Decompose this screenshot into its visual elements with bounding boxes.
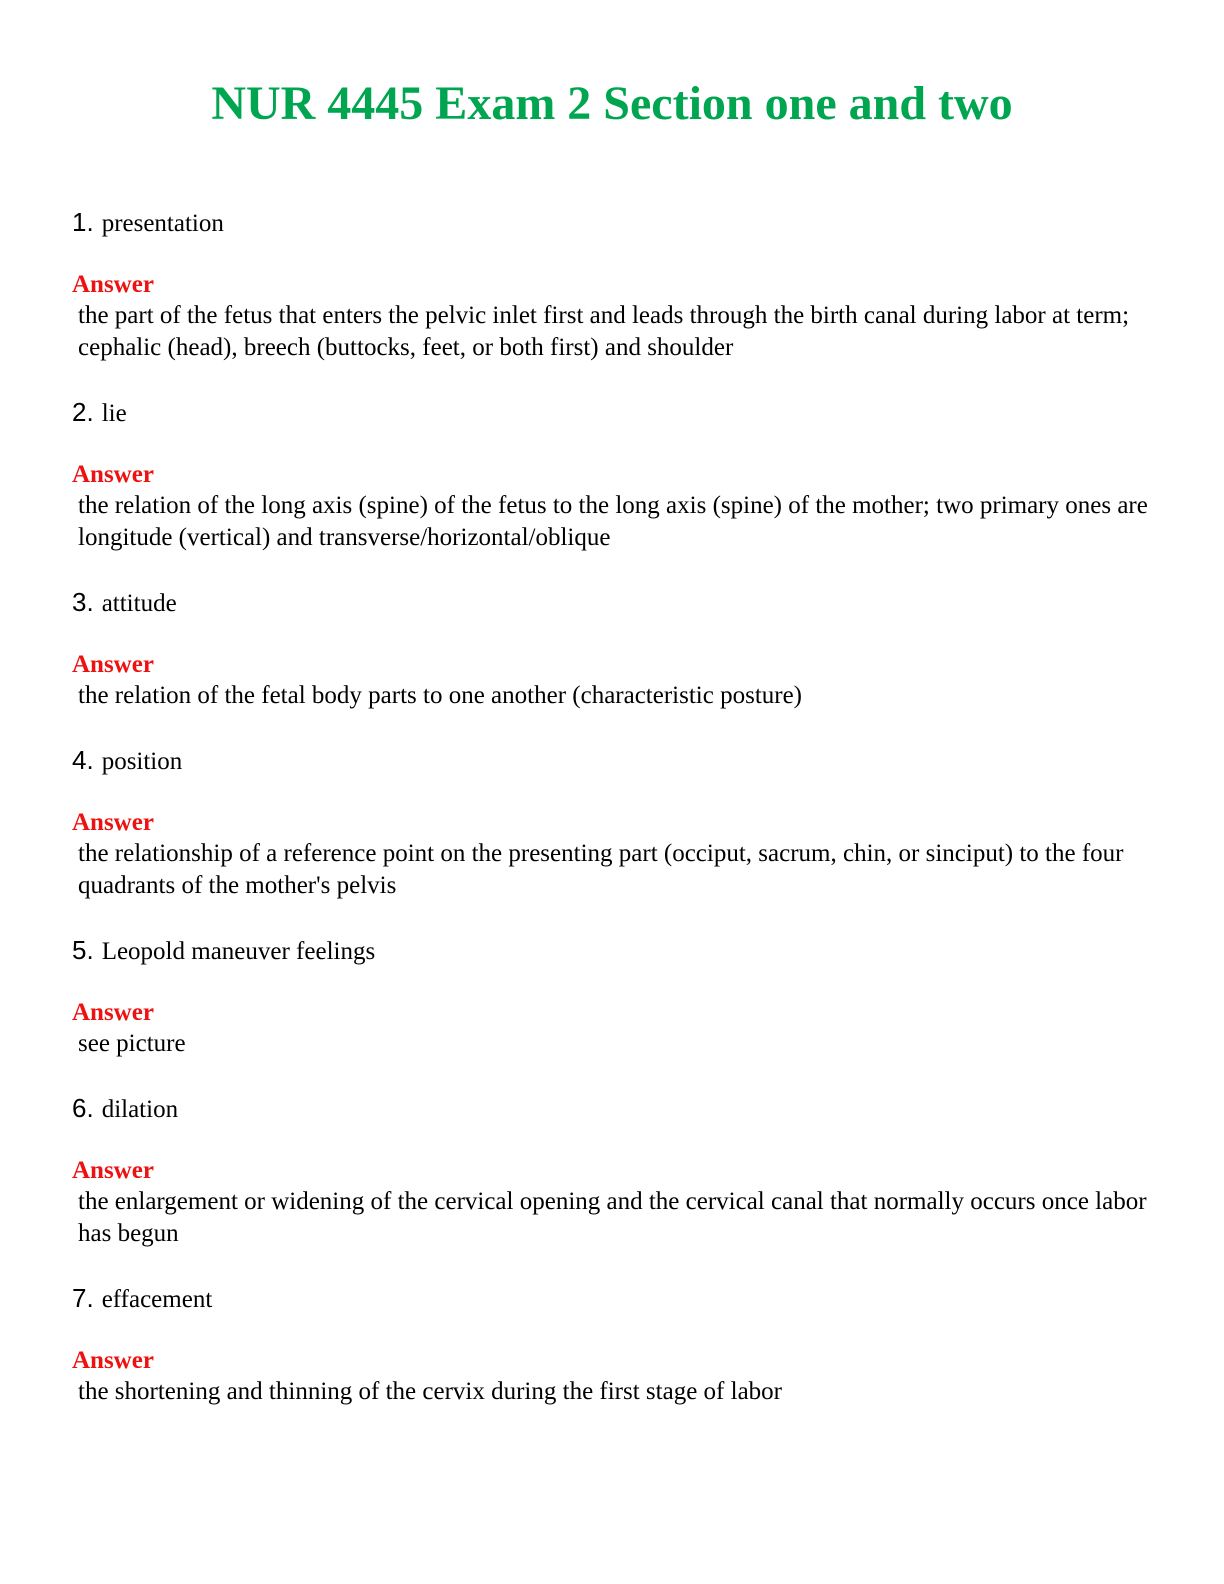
question-term: Leopold maneuver feelings xyxy=(101,938,376,965)
question xyxy=(72,204,1162,240)
question xyxy=(72,1280,1162,1316)
qa-item xyxy=(72,1090,1162,1250)
qa-item xyxy=(72,584,1162,712)
question-term: effacement xyxy=(101,1286,213,1313)
question-number: 6. xyxy=(72,1093,94,1123)
question-number: 4. xyxy=(72,745,94,775)
answer-text: the relation of the long axis (spine) of the fetus to the long axis (spine) of the mother; two primary ones are longitude (vertical) and transverse/horizontal/oblique xyxy=(78,492,1148,551)
page-title: NUR 4445 Exam 2 Section one and two xyxy=(211,77,1013,130)
question xyxy=(72,584,1162,620)
answer-label: Answer xyxy=(72,1157,154,1184)
answer-text: see picture xyxy=(78,1030,186,1057)
qa-item xyxy=(72,932,1162,1060)
qa-item xyxy=(72,742,1162,902)
question-term: presentation xyxy=(101,210,224,237)
answer-label: Answer xyxy=(72,1347,154,1374)
question-number: 2. xyxy=(72,397,94,427)
answer-text: the part of the fetus that enters the pelvic inlet first and leads through the birth canal during labor at term; cephalic (head), breech (buttocks, feet, or both first) and shoulder xyxy=(78,302,1130,361)
qa-list xyxy=(72,204,1162,1438)
question-term: lie xyxy=(101,400,127,427)
qa-item xyxy=(72,394,1162,554)
answer-text: the shortening and thinning of the cervix during the first stage of labor xyxy=(78,1378,782,1405)
question xyxy=(72,742,1162,778)
question xyxy=(72,394,1162,430)
answer-text: the relationship of a reference point on the presenting part (occiput, sacrum, chin, or sinciput) to the four quadrants of the mother's pelvis xyxy=(78,840,1124,899)
question-term: attitude xyxy=(101,590,177,617)
question-number: 1. xyxy=(72,207,94,237)
question xyxy=(72,1090,1162,1126)
answer-label: Answer xyxy=(72,461,154,488)
answer-label: Answer xyxy=(72,999,154,1026)
qa-item xyxy=(72,1280,1162,1408)
answer-text: the relation of the fetal body parts to one another (characteristic posture) xyxy=(78,682,803,709)
question-term: dilation xyxy=(101,1096,179,1123)
answer-text: the enlargement or widening of the cervical opening and the cervical canal that normally occurs once labor has begun xyxy=(78,1188,1147,1247)
answer-label: Answer xyxy=(72,809,154,836)
question xyxy=(72,932,1162,968)
answer-label: Answer xyxy=(72,271,154,298)
qa-item xyxy=(72,204,1162,364)
question-number: 3. xyxy=(72,587,94,617)
question-number: 5. xyxy=(72,935,94,965)
question-number: 7. xyxy=(72,1283,94,1313)
question-term: position xyxy=(101,748,183,775)
answer-label: Answer xyxy=(72,651,154,678)
